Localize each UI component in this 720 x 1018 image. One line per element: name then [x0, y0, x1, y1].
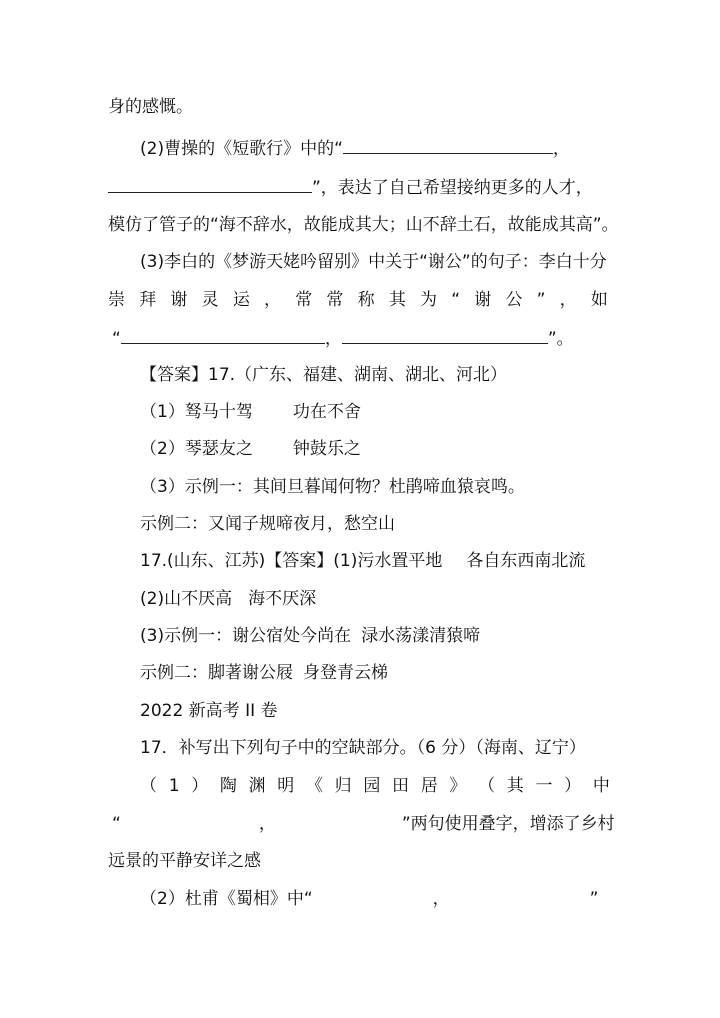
text-span: (3)示例一：谢公宿处今尚在 [140, 626, 352, 646]
text-line [108, 176, 593, 199]
answer-line [140, 625, 480, 647]
text-span: ” [589, 889, 599, 909]
justified-char: ” [536, 290, 546, 310]
text-span: 海不厌深 [248, 589, 317, 609]
justified-char: 1 [168, 776, 180, 796]
text-span: ”两句使用叠字，增添了乡村 [401, 814, 615, 834]
justified-char: 明 [277, 776, 295, 796]
fill-blank [342, 327, 548, 344]
justified-line [108, 289, 608, 311]
text-span: 身登青云梯 [303, 663, 388, 683]
justified-char: 其 [388, 290, 406, 310]
text-span: (2)山不厌高 [140, 589, 233, 609]
justified-char: ） [564, 776, 582, 796]
section-heading: 2022 新高考 II 卷 [140, 701, 278, 721]
question-line: 17．补写出下列句子中的空缺部分。（6 分）（海南、辽宁） [140, 738, 586, 758]
justified-char: 一 [535, 776, 553, 796]
justified-char: 》 [449, 776, 467, 796]
justified-char: 谢 [170, 290, 188, 310]
justified-char: 渊 [248, 776, 266, 796]
text-span: ， [324, 329, 342, 349]
justified-char: 陶 [219, 776, 237, 796]
justified-char: 《 [305, 776, 323, 796]
text-line [140, 137, 570, 160]
text-span: 功在不舍 [292, 402, 361, 422]
text-span: 渌水荡漾清猿啼 [361, 626, 481, 646]
text-span: ， [432, 889, 450, 909]
justified-char: 田 [392, 776, 410, 796]
text-line [112, 813, 615, 835]
answer-line [140, 588, 316, 610]
text-span: ， [552, 139, 570, 159]
justified-line [140, 775, 610, 797]
justified-char: 常 [326, 290, 344, 310]
justified-char: 公 [505, 290, 523, 310]
justified-char: 崇 [108, 290, 125, 310]
text-line [140, 888, 598, 910]
justified-char: 园 [363, 776, 381, 796]
justified-char: 运 [232, 290, 250, 310]
text-span: （1）驽马十驾 [140, 402, 253, 422]
text-span: “ [112, 814, 121, 834]
justified-char: 拜 [139, 290, 157, 310]
fill-blank [108, 176, 312, 193]
justified-char: 灵 [201, 290, 219, 310]
text-line: 远景的平静安详之感 [108, 851, 261, 871]
answer-line [140, 662, 388, 684]
fill-blank [343, 137, 553, 154]
text-span: ”。 [547, 329, 574, 349]
justified-char: 居 [420, 776, 438, 796]
justified-char: ） [191, 776, 209, 796]
text-span: “ [112, 329, 121, 349]
text-line: (3)李白的《梦游天姥吟留别》中关于“谢公”的句子：李白十分 [140, 252, 607, 272]
answer-line [140, 438, 361, 460]
text-span: ， [258, 814, 276, 834]
text-span: 各自东西南北流 [466, 551, 586, 571]
fill-blank [121, 327, 325, 344]
answer-line: （3）示例一：其间旦暮闻何物？杜鹃啼血猿哀鸣。 [140, 477, 525, 497]
text-span: (2)曹操的《短歌行》中的“ [140, 139, 343, 159]
answer-line [140, 550, 585, 572]
answer-line: 示例二：又闻子规啼夜月，愁空山 [140, 514, 395, 534]
justified-char: 称 [357, 290, 375, 310]
text-span: （2）琴瑟友之 [140, 439, 253, 459]
text-line: 身的感慨。 [108, 97, 193, 117]
answer-heading: 【答案】17.（广东、福建、湖南、湖北、河北） [140, 365, 508, 385]
justified-char: 谢 [474, 290, 492, 310]
justified-char: 如 [590, 290, 608, 310]
justified-char: 其 [506, 776, 524, 796]
justified-char: 中 [592, 776, 610, 796]
text-line: 模仿了管子的“海不辞水，故能成其大；山不辞土石，故能成其高”。 [108, 215, 619, 235]
justified-char: “ [451, 290, 461, 310]
text-span: 示例二：脚著谢公屐 [140, 663, 293, 683]
justified-char: 常 [295, 290, 313, 310]
justified-char: 归 [334, 776, 352, 796]
answer-line [140, 401, 361, 423]
justified-char: ， [264, 290, 282, 310]
text-span: 17.(山东、江苏)【答案】(1)污水置平地 [140, 551, 443, 571]
text-span: ”，表达了自己希望接纳更多的人才， [312, 178, 593, 198]
justified-char: 为 [420, 290, 438, 310]
justified-char: ， [559, 290, 577, 310]
text-span: 钟鼓乐之 [292, 439, 361, 459]
text-span: （2）杜甫《蜀相》中“ [140, 889, 313, 909]
justified-char: （ [140, 776, 157, 796]
text-line [112, 327, 574, 350]
justified-char: （ [478, 776, 496, 796]
